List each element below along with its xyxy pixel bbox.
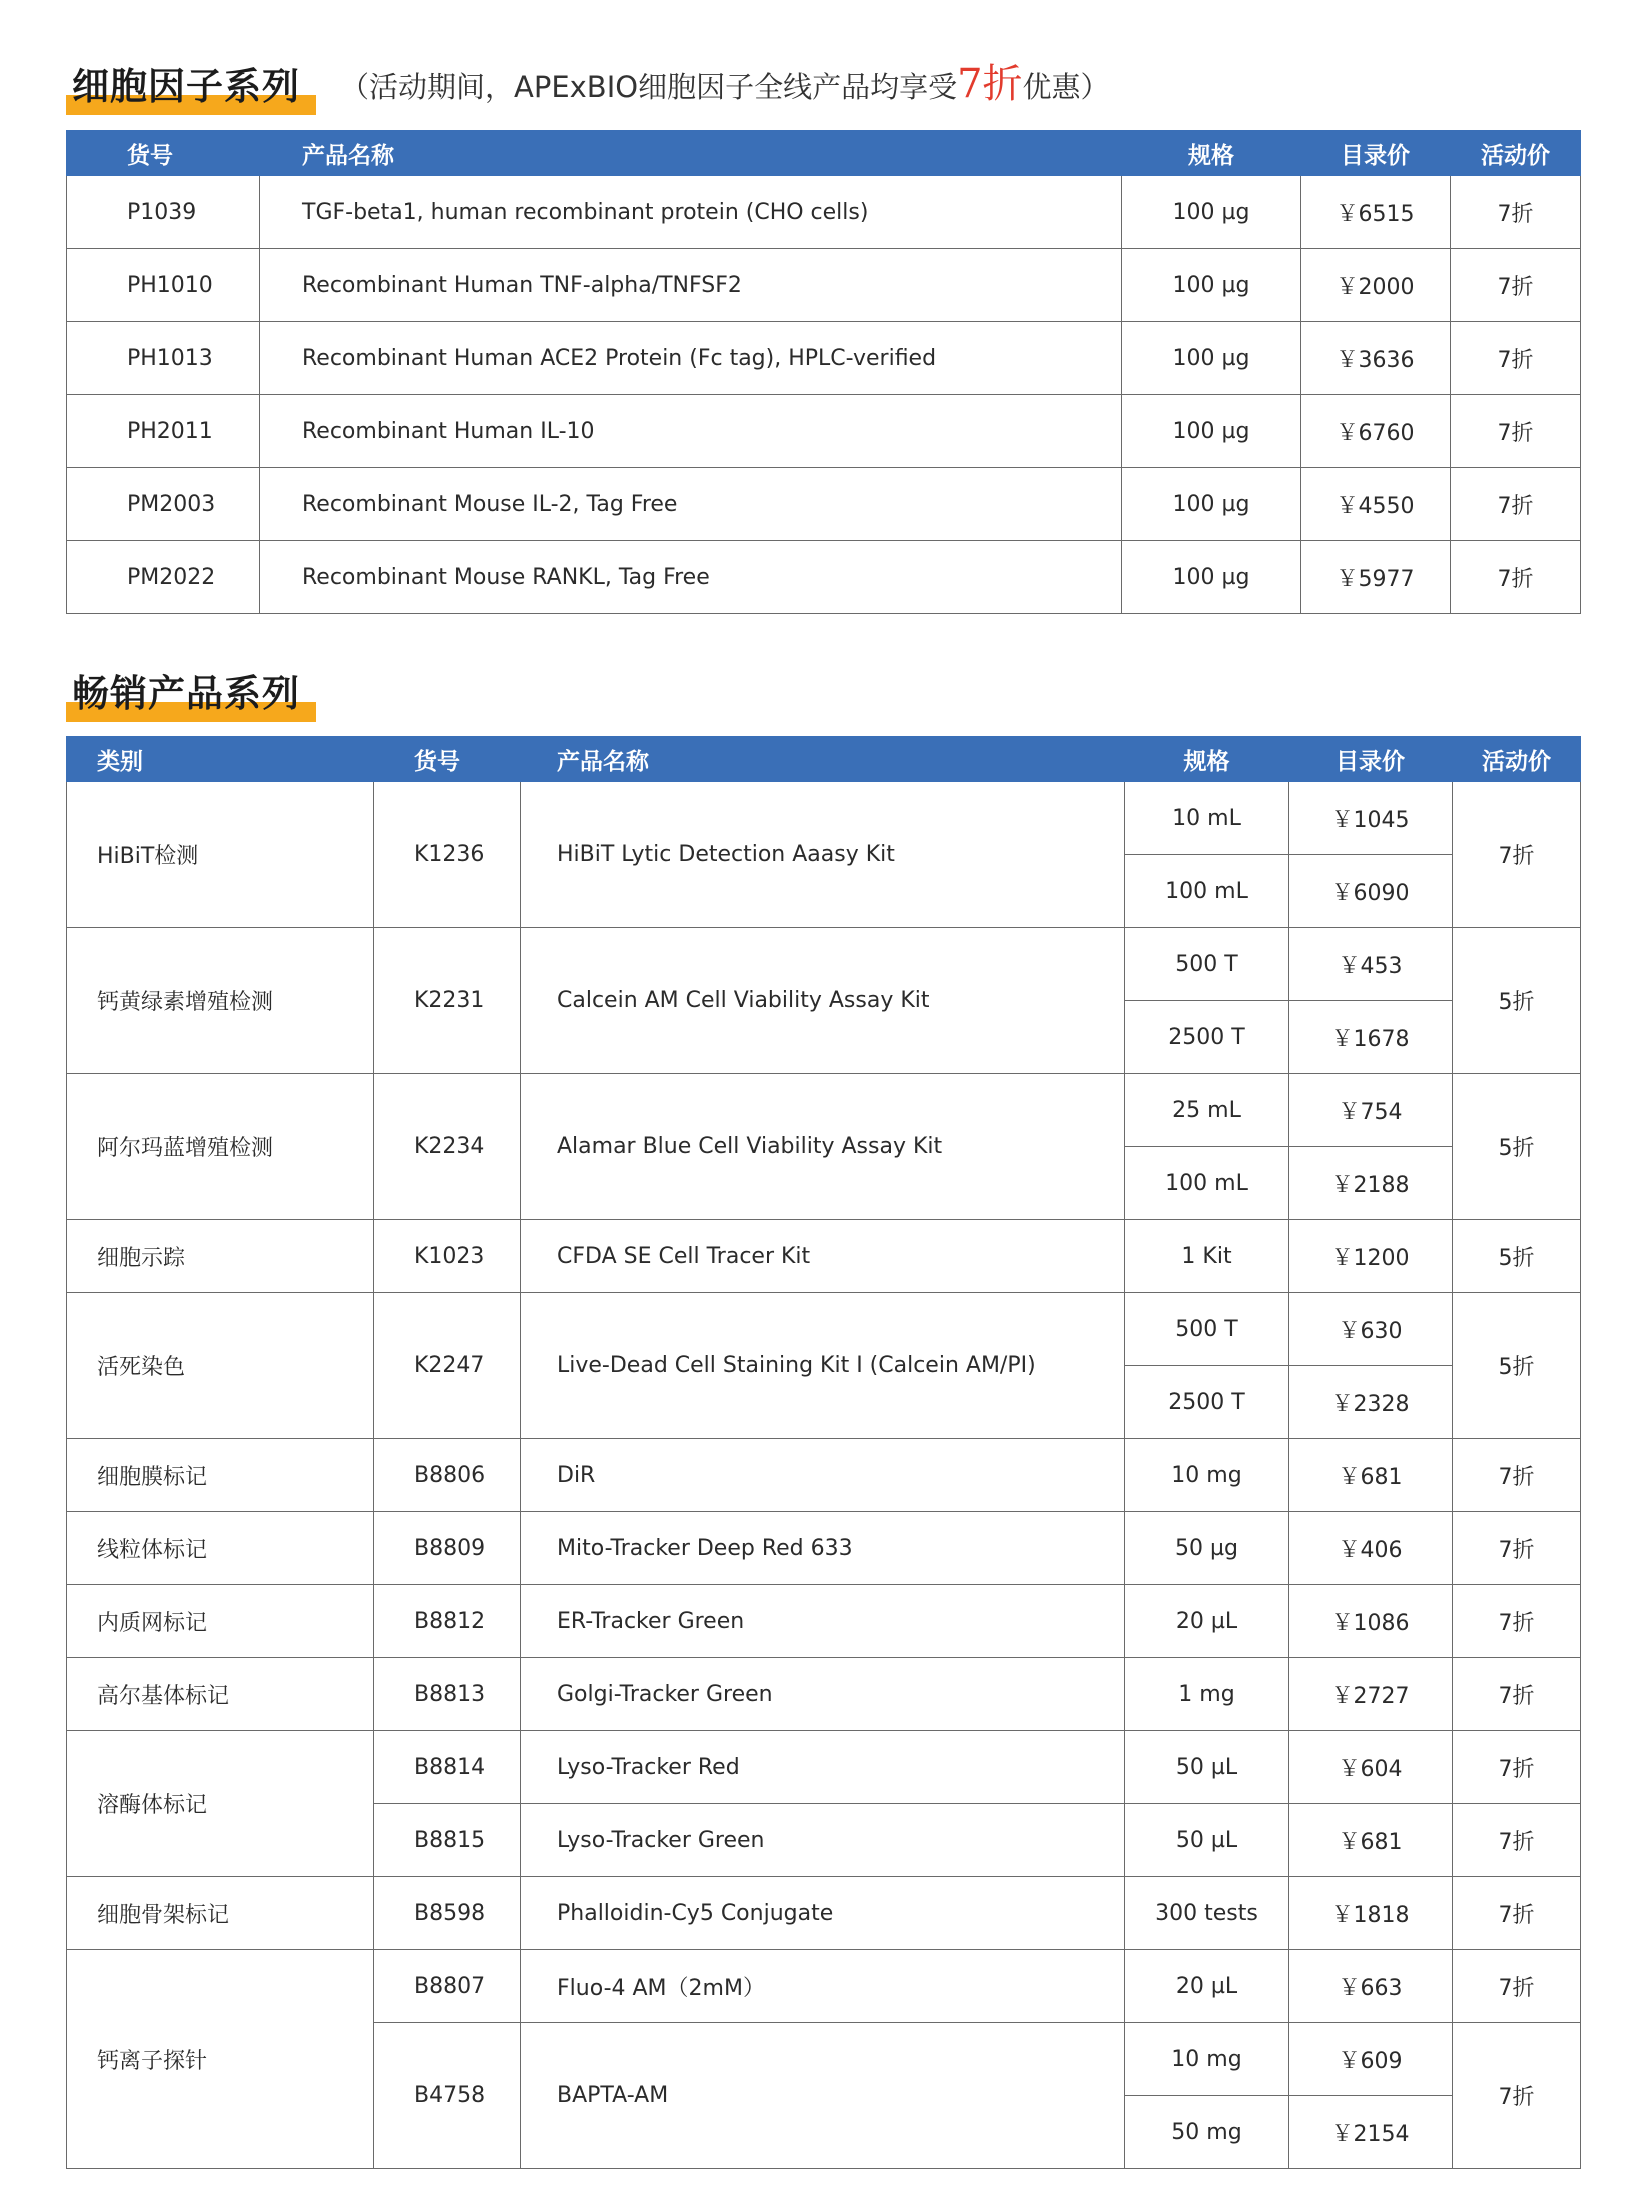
table-row	[67, 1585, 1581, 1658]
table-row	[67, 468, 1581, 541]
product-category: 钙黄绿素增殖检测	[67, 928, 374, 1074]
product-name: Lyso-Tracker Green	[521, 1804, 1125, 1877]
product-spec: 50 µL	[1125, 1804, 1289, 1877]
product-spec: 2500 T	[1125, 1001, 1289, 1074]
section1-promo-note: （活动期间，APExBIO细胞因子全线产品均享受7折优惠）	[340, 61, 1110, 107]
col-header-name: 产品名称	[260, 131, 1122, 176]
table-row	[67, 1877, 1581, 1950]
product-spec: 100 µg	[1122, 468, 1301, 541]
product-spec: 300 tests	[1125, 1877, 1289, 1950]
catalog-price: ￥604	[1289, 1731, 1453, 1804]
product-spec: 50 µL	[1125, 1731, 1289, 1804]
bestseller-table	[66, 736, 1581, 2169]
promo-price: 5折	[1453, 928, 1581, 1074]
promo-price: 7折	[1453, 1439, 1581, 1512]
catalog-price: ￥2154	[1289, 2096, 1453, 2169]
catalog-price: ￥453	[1289, 928, 1453, 1001]
catalog-price: ￥609	[1289, 2023, 1453, 2096]
product-name: Recombinant Human ACE2 Protein (Fc tag), HPLC-verified	[260, 322, 1122, 395]
col-header-price: 目录价	[1301, 131, 1451, 176]
promo-price: 7折	[1453, 1658, 1581, 1731]
catalog-price: ￥1200	[1289, 1220, 1453, 1293]
product-spec: 100 µg	[1122, 395, 1301, 468]
product-name: Recombinant Human IL-10	[260, 395, 1122, 468]
product-id: B8815	[374, 1804, 521, 1877]
catalog-price: ￥6760	[1301, 395, 1451, 468]
catalog-price: ￥2000	[1301, 249, 1451, 322]
product-category: 钙离子探针	[67, 1950, 374, 2169]
product-spec: 10 mL	[1125, 782, 1289, 855]
product-spec: 1 Kit	[1125, 1220, 1289, 1293]
product-name: Live-Dead Cell Staining Kit I (Calcein AM/PI)	[521, 1293, 1125, 1439]
catalog-price: ￥1818	[1289, 1877, 1453, 1950]
product-spec: 10 mg	[1125, 2023, 1289, 2096]
col-header-category: 类别	[67, 737, 374, 782]
promo-price: 7折	[1451, 176, 1581, 249]
catalog-price: ￥6515	[1301, 176, 1451, 249]
table-header-row	[67, 737, 1581, 782]
table-row	[67, 928, 1581, 1001]
promo-price: 7折	[1453, 1512, 1581, 1585]
section2-header	[66, 672, 310, 716]
section1-title: 细胞因子系列	[66, 65, 310, 109]
product-id: B8812	[374, 1585, 521, 1658]
catalog-price: ￥1678	[1289, 1001, 1453, 1074]
catalog-price: ￥4550	[1301, 468, 1451, 541]
product-name: ER-Tracker Green	[521, 1585, 1125, 1658]
catalog-price: ￥1086	[1289, 1585, 1453, 1658]
table-row	[67, 1074, 1581, 1147]
product-id: B4758	[374, 2023, 521, 2169]
promo-price: 7折	[1451, 322, 1581, 395]
product-spec: 10 mg	[1125, 1439, 1289, 1512]
product-category: 高尔基体标记	[67, 1658, 374, 1731]
product-spec: 50 mg	[1125, 2096, 1289, 2169]
product-id: B8807	[374, 1950, 521, 2023]
promo-price: 7折	[1451, 541, 1581, 614]
promo-price: 7折	[1453, 1950, 1581, 2023]
product-spec: 100 µg	[1122, 322, 1301, 395]
product-id: B8813	[374, 1658, 521, 1731]
promo-price: 7折	[1451, 249, 1581, 322]
catalog-price: ￥6090	[1289, 855, 1453, 928]
table-row	[67, 1950, 1581, 2023]
product-name: DiR	[521, 1439, 1125, 1512]
promo-price: 7折	[1451, 395, 1581, 468]
catalog-price: ￥2188	[1289, 1147, 1453, 1220]
table-row	[67, 1658, 1581, 1731]
product-id: K1023	[374, 1220, 521, 1293]
product-id: PH1013	[67, 322, 260, 395]
product-spec: 500 T	[1125, 928, 1289, 1001]
catalog-price: ￥2328	[1289, 1366, 1453, 1439]
catalog-price: ￥406	[1289, 1512, 1453, 1585]
section1-header	[66, 62, 1110, 109]
catalog-price: ￥5977	[1301, 541, 1451, 614]
table-row	[67, 395, 1581, 468]
promo-accent: 7折	[957, 61, 1023, 107]
product-category: 内质网标记	[67, 1585, 374, 1658]
product-name: Recombinant Mouse IL-2, Tag Free	[260, 468, 1122, 541]
promo-price: 7折	[1453, 1731, 1581, 1804]
product-name: Recombinant Mouse RANKL, Tag Free	[260, 541, 1122, 614]
catalog-price: ￥754	[1289, 1074, 1453, 1147]
product-category: 细胞骨架标记	[67, 1877, 374, 1950]
product-spec: 20 µL	[1125, 1950, 1289, 2023]
col-header-price: 目录价	[1289, 737, 1453, 782]
product-category: HiBiT检测	[67, 782, 374, 928]
product-id: PM2022	[67, 541, 260, 614]
product-id: K2234	[374, 1074, 521, 1220]
promo-price: 7折	[1453, 1877, 1581, 1950]
product-id: B8806	[374, 1439, 521, 1512]
product-id: K2247	[374, 1293, 521, 1439]
product-spec: 500 T	[1125, 1293, 1289, 1366]
catalog-price: ￥630	[1289, 1293, 1453, 1366]
promo-price: 7折	[1453, 1585, 1581, 1658]
product-spec: 100 µg	[1122, 249, 1301, 322]
product-spec: 100 mL	[1125, 855, 1289, 928]
col-header-spec: 规格	[1125, 737, 1289, 782]
product-name: Alamar Blue Cell Viability Assay Kit	[521, 1074, 1125, 1220]
product-category: 细胞示踪	[67, 1220, 374, 1293]
product-id: B8809	[374, 1512, 521, 1585]
product-spec: 50 µg	[1125, 1512, 1289, 1585]
product-spec: 2500 T	[1125, 1366, 1289, 1439]
col-header-id: 货号	[67, 131, 260, 176]
table-row	[67, 1731, 1581, 1804]
product-id: PM2003	[67, 468, 260, 541]
product-name: Mito-Tracker Deep Red 633	[521, 1512, 1125, 1585]
table-row	[67, 322, 1581, 395]
product-name: TGF-beta1, human recombinant protein (CHO cells)	[260, 176, 1122, 249]
table-row	[67, 541, 1581, 614]
col-header-id: 货号	[374, 737, 521, 782]
promo-price: 7折	[1451, 468, 1581, 541]
section2-title: 畅销产品系列	[66, 672, 310, 716]
catalog-price: ￥1045	[1289, 782, 1453, 855]
product-spec: 100 µg	[1122, 176, 1301, 249]
table-row	[67, 782, 1581, 855]
product-id: K2231	[374, 928, 521, 1074]
product-spec: 20 µL	[1125, 1585, 1289, 1658]
product-name: BAPTA-AM	[521, 2023, 1125, 2169]
product-category: 阿尔玛蓝增殖检测	[67, 1074, 374, 1220]
product-name: CFDA SE Cell Tracer Kit	[521, 1220, 1125, 1293]
product-spec: 100 µg	[1122, 541, 1301, 614]
product-id: P1039	[67, 176, 260, 249]
product-name: Lyso-Tracker Red	[521, 1731, 1125, 1804]
catalog-price: ￥663	[1289, 1950, 1453, 2023]
table-row	[67, 1439, 1581, 1512]
product-id: PH1010	[67, 249, 260, 322]
table-row	[67, 249, 1581, 322]
product-id: B8814	[374, 1731, 521, 1804]
product-category: 线粒体标记	[67, 1512, 374, 1585]
product-category: 细胞膜标记	[67, 1439, 374, 1512]
catalog-price: ￥681	[1289, 1804, 1453, 1877]
catalog-price: ￥2727	[1289, 1658, 1453, 1731]
product-spec: 1 mg	[1125, 1658, 1289, 1731]
promo-price: 7折	[1453, 2023, 1581, 2169]
catalog-price: ￥3636	[1301, 322, 1451, 395]
catalog-price: ￥681	[1289, 1439, 1453, 1512]
promo-price: 7折	[1453, 1804, 1581, 1877]
table-row	[67, 176, 1581, 249]
col-header-spec: 规格	[1122, 131, 1301, 176]
table-row	[67, 1293, 1581, 1366]
product-name: Golgi-Tracker Green	[521, 1658, 1125, 1731]
product-name: Fluo-4 AM（2mM）	[521, 1950, 1125, 2023]
cytokine-table	[66, 130, 1581, 614]
product-id: K1236	[374, 782, 521, 928]
product-name: HiBiT Lytic Detection Aaasy Kit	[521, 782, 1125, 928]
product-category: 活死染色	[67, 1293, 374, 1439]
product-category: 溶酶体标记	[67, 1731, 374, 1877]
product-id: B8598	[374, 1877, 521, 1950]
col-header-name: 产品名称	[521, 737, 1125, 782]
product-name: Calcein AM Cell Viability Assay Kit	[521, 928, 1125, 1074]
promo-price: 5折	[1453, 1074, 1581, 1220]
product-id: PH2011	[67, 395, 260, 468]
promo-price: 7折	[1453, 782, 1581, 928]
table-row	[67, 1220, 1581, 1293]
promo-price: 5折	[1453, 1293, 1581, 1439]
table-row	[67, 1512, 1581, 1585]
col-header-promo: 活动价	[1453, 737, 1581, 782]
promo-price: 5折	[1453, 1220, 1581, 1293]
table-header-row	[67, 131, 1581, 176]
product-spec: 100 mL	[1125, 1147, 1289, 1220]
product-name: Recombinant Human TNF-alpha/TNFSF2	[260, 249, 1122, 322]
product-name: Phalloidin-Cy5 Conjugate	[521, 1877, 1125, 1950]
product-spec: 25 mL	[1125, 1074, 1289, 1147]
col-header-promo: 活动价	[1451, 131, 1581, 176]
